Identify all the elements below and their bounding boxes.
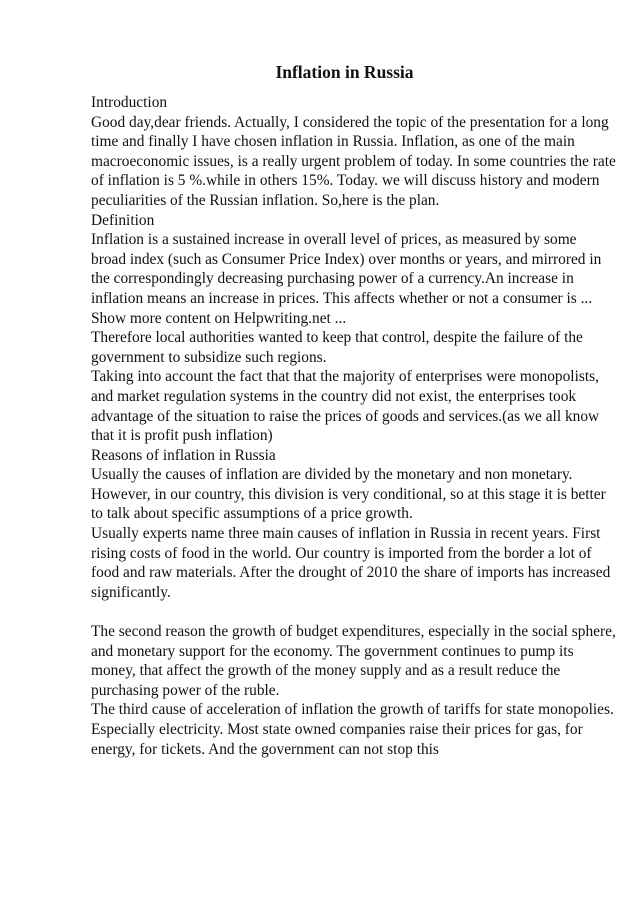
text-line: significantly. xyxy=(91,583,171,601)
text-line: time and finally I have chosen inflation in Russia. Inflation, as one of the main xyxy=(91,133,575,151)
text-line: rising costs of food in the world. Our country is imported from the border a lot of xyxy=(91,544,592,562)
text-line: and monetary support for the economy. The government continues to pump its xyxy=(91,642,574,660)
text-line: Therefore local authorities wanted to keep that control, despite the failure of the xyxy=(91,329,583,347)
text-line: advantage of the situation to raise the prices of goods and services.(as we all know xyxy=(91,407,600,425)
text-line: Inflation is a sustained increase in overall level of prices, as measured by some xyxy=(91,231,577,249)
document-body xyxy=(91,93,616,759)
text-line: food and raw materials. After the drought of 2010 the share of imports has increased xyxy=(91,564,611,582)
text-line: However, in our country, this division is very conditional, so at this stage it is better xyxy=(91,485,606,503)
text-line: Show more content on Helpwriting.net ... xyxy=(91,309,347,327)
text-line: that it is profit push inflation) xyxy=(91,427,273,445)
text-line: Especially electricity. Most state owned companies raise their prices for gas, for xyxy=(91,721,583,738)
text-line: Definition xyxy=(91,211,155,229)
text-line: macroeconomic issues, is a really urgent problem of today. In some countries the rate xyxy=(91,152,616,170)
paragraph-gap xyxy=(91,602,598,622)
text-line: Good day,dear friends. Actually, I considered the topic of the presentation for a long xyxy=(91,113,609,131)
text-line: The third cause of acceleration of inflation the growth of tariffs for state monopolies. xyxy=(91,701,614,719)
text-line: Usually the causes of inflation are divided by the monetary and non monetary. xyxy=(91,466,573,484)
text-line: government to subsidize such regions. xyxy=(91,348,327,366)
text-line: Taking into account the fact that that the majority of enterprises were monopolists, xyxy=(91,368,599,386)
text-line: Reasons of inflation in Russia xyxy=(91,446,276,464)
document-title: Inflation in Russia xyxy=(275,62,414,82)
text-line: the correspondingly decreasing purchasing power of a currency.An increase in xyxy=(91,270,574,288)
text-line: The second reason the growth of budget expenditures, especially in the social sphere, xyxy=(91,623,616,641)
text-line: purchasing power of the ruble. xyxy=(91,681,280,699)
text-line: energy, for tickets. And the government can not stop this xyxy=(91,740,439,758)
text-line: Introduction xyxy=(91,94,168,111)
text-line: Usually experts name three main causes of inflation in Russia in recent years. First xyxy=(91,525,601,543)
text-line: peculiarities of the Russian inflation. So,here is the plan. xyxy=(91,191,440,209)
text-line: and market regulation systems in the country did not exist, the enterprises took xyxy=(91,387,577,405)
text-line: broad index (such as Consumer Price Index) over months or years, and mirrored in xyxy=(91,250,602,268)
text-line: inflation means an increase in prices. This affects whether or not a consumer is ... xyxy=(91,289,593,307)
text-line: of inflation is 5 %.while in others 15%. Today. we will discuss history and modern xyxy=(91,172,600,190)
text-line: money, that affect the growth of the money supply and as a result reduce the xyxy=(91,662,561,680)
text-line: to talk about specific assumptions of a price growth. xyxy=(91,505,413,523)
